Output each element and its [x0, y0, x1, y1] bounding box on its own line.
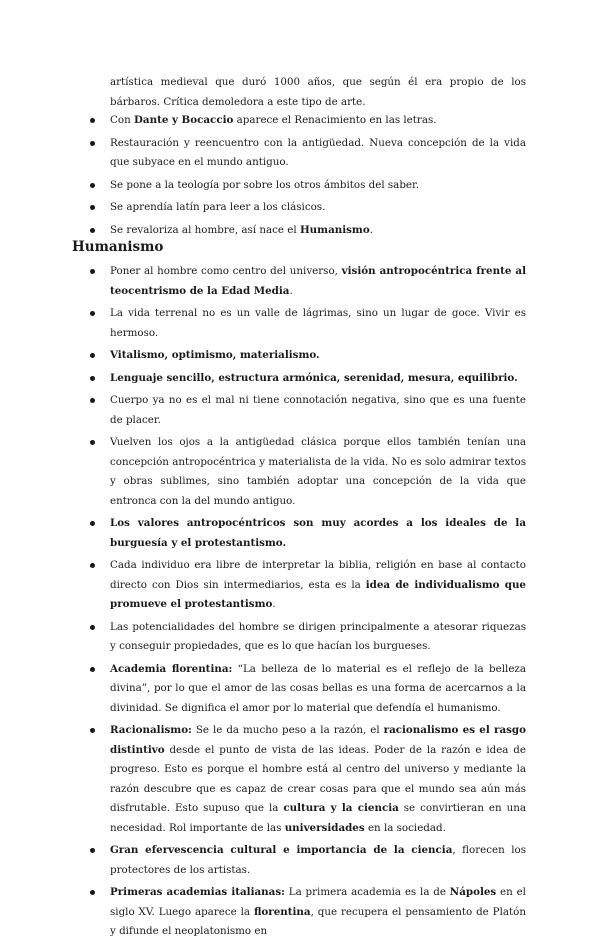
list-item [90, 369, 526, 389]
text-run: Cada individuo era libre de interpretar la biblia, religión en base al contacto directo con Dios sin intermediarios, esta es la [110, 559, 526, 591]
bold-text: Primeras academias italianas: [110, 886, 285, 898]
text-run: La primera academia es la de [284, 886, 450, 898]
bold-text: Vitalismo, optimismo, materialismo. [110, 349, 320, 361]
bullet-icon [90, 563, 95, 568]
section-heading-humanismo: Humanismo [72, 239, 164, 255]
bullet-list-humanismo [90, 262, 526, 945]
text-run: . [289, 284, 293, 297]
bold-text: Gran efervescencia cultural e importancia de la ciencia [110, 844, 453, 856]
text-run: Vuelven los ojos a la antigüedad clásica porque ellos también tenían una concepción antropocéntrica y materialista de la vida. No es solo admirar textos y obras sublimes, sino también adoptar una concepción de la vida que entronca con la del mundo antiguo. [110, 436, 526, 507]
bold-text: florentina [253, 905, 311, 918]
list-item [90, 262, 526, 301]
text-run: , que recupera el pensamiento de Platón y difunde el neoplatonismo en [110, 905, 526, 937]
continuation-paragraph: artística medieval que duró 1000 años, que según él era propio de los bárbaros. Crítica demoledora a este tipo de arte. [110, 76, 526, 108]
list-item [90, 391, 526, 430]
bold-text: Nápoles [449, 886, 497, 898]
text-run: Cuerpo ya no es el mal ni tiene connotación negativa, sino que es una fuente de placer. [110, 394, 526, 426]
list-item [90, 721, 526, 838]
bold-text: universidades [284, 821, 365, 834]
bold-text: Dante y Bocaccio [133, 114, 234, 126]
list-item [90, 346, 526, 366]
text-run: Las potencialidades del hombre se dirigen principalmente a atesorar riquezas y conseguir propiedades, que es lo que hacían los burgueses. [110, 620, 526, 652]
text-run: en la sociedad. [364, 821, 446, 834]
bullet-icon [90, 141, 95, 146]
text-run: . [369, 223, 373, 236]
bullet-icon [90, 398, 95, 403]
bold-text: idea de individualismo que promueve el protestantismo [110, 578, 526, 610]
text-run: en el siglo XV. Luego aparece la [110, 886, 526, 918]
bold-text: visión antropocéntrica frente al teocentrismo de la Edad Media [110, 265, 526, 297]
bullet-icon [90, 848, 95, 853]
bullet-icon [90, 311, 95, 316]
bullet-icon [90, 118, 95, 123]
list-item [90, 841, 526, 880]
list-item [90, 111, 526, 131]
bold-text: Lenguaje sencillo, estructura armónica, serenidad, mesura, equilibrio. [110, 371, 518, 384]
text-run: aparece el Renacimiento en las letras. [233, 114, 437, 126]
bold-text: Academia florentina: [110, 662, 233, 675]
bullet-icon [90, 376, 95, 381]
text-run: La vida terrenal no es un valle de lágrimas, sino un lugar de goce. Vivir es hermoso. [110, 307, 526, 339]
text-run: , florecen los protectores de los artistas. [110, 844, 526, 876]
bullet-icon [90, 521, 95, 526]
text-run: Poner al hombre como centro del universo, [110, 265, 342, 277]
text-run: Restauración y reencuentro con la antigüedad. Nueva concepción de la vida que subyace en el mundo antiguo. [110, 136, 526, 168]
bullet-icon [90, 890, 95, 895]
list-item [90, 221, 526, 241]
bullet-icon [90, 205, 95, 210]
list-item [90, 304, 526, 343]
text-run: se convirtieran en una necesidad. Rol importante de las [110, 802, 526, 834]
bold-text: racionalismo es el rasgo distintivo [110, 724, 526, 756]
text-run: Se pone a la teología por sobre los otros ámbitos del saber. [110, 178, 420, 191]
text-run: . [272, 598, 276, 610]
bold-text: Los valores antropocéntricos son muy acordes a los ideales de la burguesía y el protestantismo. [110, 517, 526, 549]
bold-text: Humanismo [299, 223, 370, 236]
bullet-icon [90, 625, 95, 630]
text-run: Se aprendía latín para leer a los clásicos. [110, 201, 326, 213]
bullet-icon [90, 667, 95, 672]
list-item [90, 660, 526, 719]
bullet-icon [90, 440, 95, 445]
bullet-list-renacimiento [90, 111, 526, 243]
list-item [90, 198, 526, 218]
text-run: desde el punto de vista de las ideas. Poder de la razón e idea de progreso. Esto es porque el hombre está al centro del universo y mediante la razón descubre que es capaz de crear cosas para que el mundo sea aún más disfrutable. Esto supuso que la [110, 743, 526, 814]
text-run: Con [110, 114, 134, 126]
bold-text: Racionalismo: [110, 724, 192, 736]
bullet-icon [90, 353, 95, 358]
list-item [90, 176, 526, 196]
list-item [90, 134, 526, 173]
bullet-icon [90, 228, 95, 233]
bullet-icon [90, 728, 95, 733]
list-item [90, 556, 526, 615]
list-item [90, 433, 526, 511]
text-run: Se revaloriza al hombre, así nace el [110, 223, 300, 236]
list-item [90, 883, 526, 942]
bold-text: cultura y la ciencia [283, 802, 399, 814]
text-run: Se le da mucho peso a la razón, el [191, 724, 384, 736]
list-item [90, 618, 526, 657]
bullet-icon [90, 183, 95, 188]
text-run: “La belleza de lo material es el reflejo de la belleza divina”, por lo que el amor de las cosas bellas es una forma de acercarnos a la divinidad. Se dignifica el amor por lo material que defendía el humanismo. [110, 662, 526, 714]
bullet-icon [90, 269, 95, 274]
list-item [90, 514, 526, 553]
